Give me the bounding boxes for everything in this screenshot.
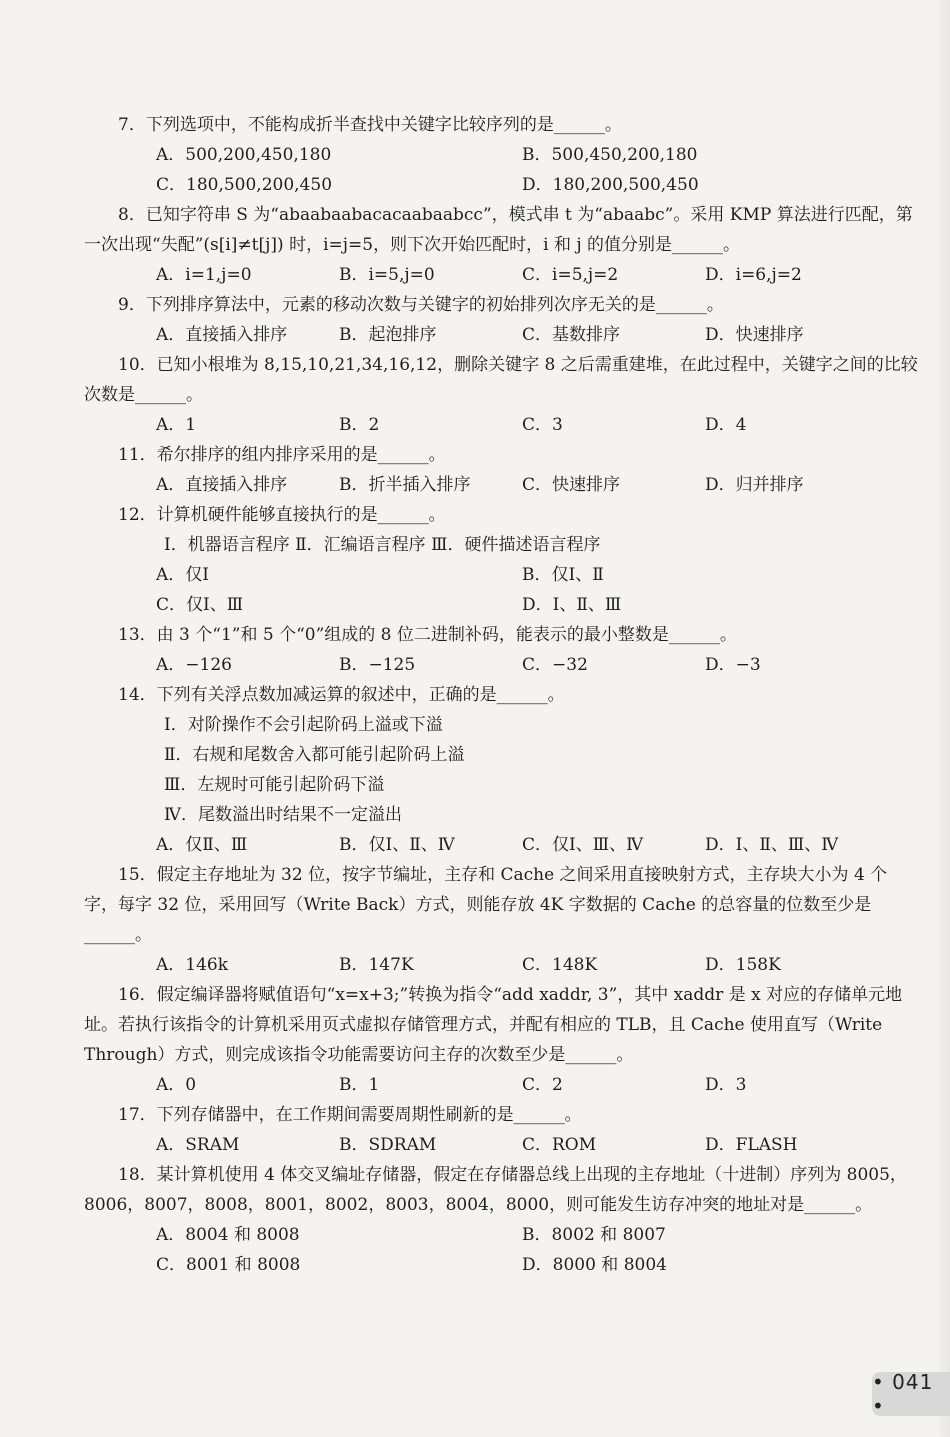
option-group: [84, 320, 918, 350]
answer-option: C．快速排序: [522, 475, 621, 495]
answer-option: A．直接插入排序: [156, 475, 288, 495]
answer-option: B．147K: [339, 955, 414, 975]
answer-option: A．仅Ⅱ、Ⅲ: [156, 835, 248, 855]
question-stem: 17．下列存储器中，在工作期间需要周期性刷新的是______。: [118, 1105, 582, 1125]
answer-option: A．0: [156, 1075, 197, 1095]
question-stem: 18．某计算机使用 4 体交叉编址存储器，假定在存储器总线上出现的主存地址（十进制）序列为 8005，8006，8007，8008，8001，8002，8003，8004，8000，则可能发生访存冲突的地址对是______。: [84, 1165, 907, 1215]
answer-option: A．−126: [156, 655, 232, 675]
answer-option: C．2: [522, 1075, 563, 1095]
answer-option: A．仅Ⅰ: [156, 565, 209, 585]
answer-option: C．ROM: [522, 1135, 597, 1155]
answer-option: D．3: [705, 1075, 747, 1095]
answer-option: B．i=5,j=0: [339, 265, 435, 285]
question-stem: 11．希尔排序的组内排序采用的是______。: [118, 445, 446, 465]
question-stem: 14．下列有关浮点数加减运算的叙述中，正确的是______。: [118, 685, 565, 705]
answer-option: C．基数排序: [522, 325, 621, 345]
question-stem: 12．计算机硬件能够直接执行的是______。: [118, 505, 446, 525]
answer-option: D．−3: [705, 655, 761, 675]
question-stem: 7．下列选项中，不能构成折半查找中关键字比较序列的是______。: [118, 115, 622, 135]
question-stem: 13．由 3 个“1”和 5 个“0”组成的 8 位二进制补码，能表示的最小整数是______。: [118, 625, 737, 645]
answer-option: D．快速排序: [705, 325, 804, 345]
answer-option: B．1: [339, 1075, 380, 1095]
answer-option: C．3: [522, 415, 563, 435]
answer-option: B．起泡排序: [339, 325, 437, 345]
answer-option: B．−125: [339, 655, 416, 675]
question: [84, 1160, 918, 1280]
question: [84, 440, 918, 500]
option-group: [84, 1070, 918, 1100]
question: [84, 500, 918, 620]
option-group: [84, 410, 918, 440]
question: [84, 980, 918, 1100]
question-stem: 15．假定主存地址为 32 位，按字节编址，主存和 Cache 之间采用直接映射方式，主存块大小为 4 个字，每字 32 位，采用回写（Write Back）方式，则能存放 4K 字数据的 Cache 的总容量的位数至少是______。: [84, 865, 888, 945]
option-group: [84, 260, 918, 290]
question: [84, 680, 918, 860]
answer-option: B．8002 和 8007: [522, 1225, 666, 1245]
answer-option: D．归并排序: [705, 475, 804, 495]
answer-option: B．仅Ⅰ、Ⅱ: [522, 565, 604, 585]
answer-option: C．i=5,j=2: [522, 265, 619, 285]
answer-option: D．8000 和 8004: [522, 1255, 667, 1275]
answer-option: C．−32: [522, 655, 588, 675]
option-group: [84, 560, 918, 620]
question-statement: Ⅲ．左规时可能引起阶码下溢: [164, 775, 385, 795]
answer-option: B．折半插入排序: [339, 475, 471, 495]
question: [84, 620, 918, 680]
option-group: [84, 950, 918, 980]
option-group: [84, 830, 918, 860]
answer-option: B．仅Ⅰ、Ⅱ、Ⅳ: [339, 835, 455, 855]
question-statement: Ⅰ．对阶操作不会引起阶码上溢或下溢: [164, 715, 443, 735]
answer-option: D．4: [705, 415, 747, 435]
answer-option: B．SDRAM: [339, 1135, 437, 1155]
question: [84, 1100, 918, 1160]
option-group: [84, 1220, 918, 1280]
page-number: • 041 •: [872, 1372, 950, 1416]
answer-option: A．SRAM: [156, 1135, 240, 1155]
question: [84, 200, 918, 290]
question: [84, 110, 918, 200]
answer-option: D．Ⅰ、Ⅱ、Ⅲ: [522, 595, 622, 615]
answer-option: A．1: [156, 415, 197, 435]
answer-option: C．180,500,200,450: [156, 175, 333, 195]
answer-option: D．Ⅰ、Ⅱ、Ⅲ、Ⅳ: [705, 835, 839, 855]
question-list: [84, 110, 918, 1280]
question-statement: Ⅰ．机器语言程序 Ⅱ．汇编语言程序 Ⅲ．硬件描述语言程序: [164, 535, 601, 555]
question-stem: 16．假定编译器将赋值语句“x=x+3;”转换为指令“add xaddr, 3”，其中 xaddr 是 x 对应的存储单元地址。若执行该指令的计算机采用页式虚拟存储管理方式，并配有相应的 TLB，且 Cache 使用直写（Write Through）方式，则完成该指令功能需要访问主存的次数至少是______。: [84, 985, 903, 1065]
answer-option: D．180,200,500,450: [522, 175, 699, 195]
option-group: [84, 470, 918, 500]
answer-option: A．146k: [156, 955, 229, 975]
option-group: [84, 650, 918, 680]
answer-option: D．i=6,j=2: [705, 265, 802, 285]
question-stem: 10．已知小根堆为 8,15,10,21,34,16,12，删除关键字 8 之后需重建堆，在此过程中，关键字之间的比较次数是______。: [84, 355, 918, 405]
answer-option: B．500,450,200,180: [522, 145, 698, 165]
answer-option: B．2: [339, 415, 380, 435]
answer-option: C．148K: [522, 955, 598, 975]
answer-option: C．仅Ⅰ、Ⅲ、Ⅳ: [522, 835, 644, 855]
question: [84, 290, 918, 350]
answer-option: D．158K: [705, 955, 781, 975]
answer-option: C．8001 和 8008: [156, 1255, 301, 1275]
question-stem: 9．下列排序算法中，元素的移动次数与关键字的初始排列次序无关的是______。: [118, 295, 724, 315]
question-statement: Ⅱ．右规和尾数舍入都可能引起阶码上溢: [164, 745, 465, 765]
answer-option: A．8004 和 8008: [156, 1225, 300, 1245]
answer-option: C．仅Ⅰ、Ⅲ: [156, 595, 244, 615]
question-stem: 8．已知字符串 S 为“abaabaabacacaabaabcc”，模式串 t 为“abaabc”。采用 KMP 算法进行匹配，第一次出现“失配”(s[i]≠t[j]) 时，i=j=5，则下次开始匹配时，i 和 j 的值分别是______。: [84, 205, 913, 255]
question: [84, 350, 918, 440]
question: [84, 860, 918, 980]
answer-option: A．直接插入排序: [156, 325, 288, 345]
answer-option: A．i=1,j=0: [156, 265, 252, 285]
option-group: [84, 140, 918, 200]
page-edge-shadow: [936, 0, 950, 1437]
question-statement: Ⅳ．尾数溢出时结果不一定溢出: [164, 805, 402, 825]
answer-option: D．FLASH: [705, 1135, 798, 1155]
option-group: [84, 1130, 918, 1160]
answer-option: A．500,200,450,180: [156, 145, 332, 165]
